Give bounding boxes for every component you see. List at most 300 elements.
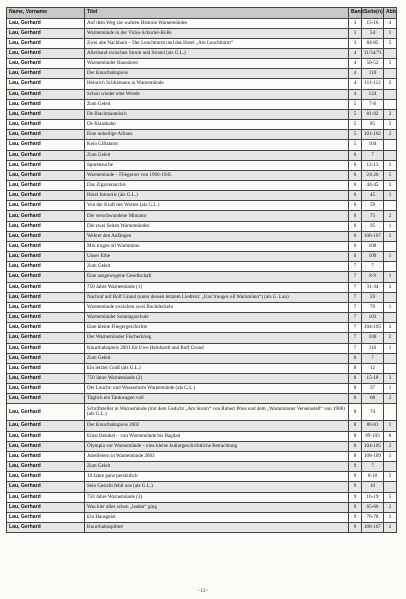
author-cell: Lau, Gerhard bbox=[7, 241, 85, 251]
figures-cell: 3 bbox=[384, 181, 397, 191]
author-cell: Lau, Gerhard bbox=[7, 69, 85, 79]
title-cell: Eine ausgewogene Gesellschaft bbox=[85, 272, 349, 282]
figures-cell: 5 bbox=[384, 492, 397, 502]
author-cell: Lau, Gerhard bbox=[7, 523, 85, 533]
volume-cell: 6 bbox=[349, 160, 362, 170]
table-row bbox=[7, 502, 397, 512]
table-row bbox=[7, 120, 397, 130]
title-cell: 750 Jahre Warnemünde (2) bbox=[85, 373, 349, 383]
pages-cell: 108-109 bbox=[362, 451, 384, 461]
pages-cell: 103 bbox=[362, 313, 384, 323]
figures-cell bbox=[384, 140, 397, 150]
table-row bbox=[7, 523, 397, 533]
table-row bbox=[7, 363, 397, 373]
pages-cell: 7 bbox=[362, 262, 384, 272]
pages-cell: 106-107 bbox=[362, 523, 384, 533]
pages-cell: 59 bbox=[362, 201, 384, 211]
table-row bbox=[7, 99, 397, 109]
title-cell: Warnemünde – Fliegerort von 1900-1945 bbox=[85, 170, 349, 180]
volume-cell: 9 bbox=[349, 502, 362, 512]
figures-cell: 1 bbox=[384, 191, 397, 201]
title-cell: Sein Gesicht fehlt uns (als G.L.) bbox=[85, 482, 349, 492]
volume-cell: 3 bbox=[349, 28, 362, 38]
volume-cell: 8 bbox=[349, 363, 362, 373]
pages-cell: 54 bbox=[362, 28, 384, 38]
figures-cell: 2 bbox=[384, 120, 397, 130]
table-row bbox=[7, 404, 397, 421]
author-cell: Lau, Gerhard bbox=[7, 140, 85, 150]
volume-cell: 5 bbox=[349, 120, 362, 130]
pages-cell: 116 bbox=[362, 343, 384, 353]
author-cell: Lau, Gerhard bbox=[7, 38, 85, 48]
pages-cell: 7 bbox=[362, 150, 384, 160]
pages-cell: 75 bbox=[362, 211, 384, 221]
figures-cell bbox=[384, 69, 397, 79]
title-cell: Min truges oll Warnmünn bbox=[85, 241, 349, 251]
pages-cell: 80-81 bbox=[362, 421, 384, 431]
table-row bbox=[7, 441, 397, 451]
author-cell: Lau, Gerhard bbox=[7, 441, 85, 451]
figures-cell: 2 bbox=[384, 333, 397, 343]
volume-cell: 6 bbox=[349, 252, 362, 262]
title-cell: Warnemünder Haustüren bbox=[85, 59, 349, 69]
figures-cell bbox=[384, 150, 397, 160]
author-cell: Lau, Gerhard bbox=[7, 79, 85, 89]
figures-cell bbox=[384, 313, 397, 323]
table-row bbox=[7, 272, 397, 282]
volume-cell: 5 bbox=[349, 99, 362, 109]
title-cell: Wehret den Anfängen bbox=[85, 231, 349, 241]
author-cell: Lau, Gerhard bbox=[7, 181, 85, 191]
figures-cell bbox=[384, 262, 397, 272]
pages-cell: 7-8 bbox=[362, 99, 384, 109]
pages-cell: 106-107 bbox=[362, 231, 384, 241]
title-cell: Warnemünde in der Vicke-Schorler-Rolle bbox=[85, 28, 349, 38]
table-row bbox=[7, 292, 397, 302]
pages-cell: 24-26 bbox=[362, 170, 384, 180]
author-cell: Lau, Gerhard bbox=[7, 272, 85, 282]
title-cell: Das Zigarrenarchiv bbox=[85, 181, 349, 191]
author-cell: Lau, Gerhard bbox=[7, 431, 85, 441]
author-cell: Lau, Gerhard bbox=[7, 18, 85, 28]
author-cell: Lau, Gerhard bbox=[7, 343, 85, 353]
pages-cell: 124 bbox=[362, 89, 384, 99]
pages-cell: 104-105 bbox=[362, 323, 384, 333]
author-cell: Lau, Gerhard bbox=[7, 252, 85, 262]
figures-cell: 2 bbox=[384, 79, 397, 89]
author-cell: Lau, Gerhard bbox=[7, 502, 85, 512]
table-header-row bbox=[7, 8, 397, 19]
title-cell: Warnemünde zwischen zwei Buchdeckeln bbox=[85, 302, 349, 312]
table-row bbox=[7, 69, 397, 79]
author-cell: Lau, Gerhard bbox=[7, 394, 85, 404]
figures-cell: 3 bbox=[384, 282, 397, 292]
volume-cell: 6 bbox=[349, 241, 362, 251]
title-cell: Der Leucht- und Wasserturm Warnemünde (als G.L.) bbox=[85, 384, 349, 394]
volume-cell: 6 bbox=[349, 221, 362, 231]
figures-cell: 8 bbox=[384, 431, 397, 441]
volume-cell: 7 bbox=[349, 262, 362, 272]
author-cell: Lau, Gerhard bbox=[7, 512, 85, 522]
figures-cell: 5 bbox=[384, 59, 397, 69]
author-cell: Lau, Gerhard bbox=[7, 231, 85, 241]
title-cell: Eine kleine Fliegergeschichte bbox=[85, 323, 349, 333]
volume-cell: 4 bbox=[349, 89, 362, 99]
volume-cell: 8 bbox=[349, 451, 362, 461]
pages-cell: 81-82 bbox=[362, 109, 384, 119]
pages-cell: 8-10 bbox=[362, 472, 384, 482]
table-row bbox=[7, 38, 397, 48]
table-row bbox=[7, 431, 397, 441]
volume-cell: 8 bbox=[349, 384, 362, 394]
figures-cell: 5 bbox=[384, 170, 397, 180]
volume-cell: 9 bbox=[349, 512, 362, 522]
pages-cell: 110 bbox=[362, 69, 384, 79]
pages-cell: 104 bbox=[362, 140, 384, 150]
figures-cell: 2 bbox=[384, 231, 397, 241]
figures-cell: 3 bbox=[384, 512, 397, 522]
figures-cell: 1 bbox=[384, 302, 397, 312]
pages-cell: 85 bbox=[362, 120, 384, 130]
author-cell: Lau, Gerhard bbox=[7, 373, 85, 383]
title-cell: Schriftsteller in Warnemünde (mit dem Gedicht „Am Strom“ von Robert Pries und dem „Warnmünner Verseinstell“ von 1906) (als G.L.) bbox=[85, 404, 349, 421]
volume-cell: 7 bbox=[349, 333, 362, 343]
figures-cell bbox=[384, 482, 397, 492]
figures-cell: 4 bbox=[384, 18, 397, 28]
title-cell: Die verschwundene Miniatur bbox=[85, 211, 349, 221]
title-cell: Schon wieder eine Wende bbox=[85, 89, 349, 99]
table-row bbox=[7, 59, 397, 69]
table-row bbox=[7, 221, 397, 231]
figures-cell bbox=[384, 48, 397, 58]
figures-cell bbox=[384, 201, 397, 211]
title-cell: Zum Geleit bbox=[85, 462, 349, 472]
bibliography-table bbox=[6, 7, 397, 533]
table-row bbox=[7, 394, 397, 404]
title-cell: Der Warnemünder Fischerkrieg bbox=[85, 333, 349, 343]
pages-cell: 106 bbox=[362, 333, 384, 343]
table-row bbox=[7, 201, 397, 211]
table-row bbox=[7, 472, 397, 482]
pages-cell: 12 bbox=[362, 363, 384, 373]
table-row bbox=[7, 48, 397, 58]
title-cell: 10 Jahre ganz persönlich bbox=[85, 472, 349, 482]
volume-cell: 8 bbox=[349, 441, 362, 451]
table-row bbox=[7, 150, 397, 160]
table-row bbox=[7, 482, 397, 492]
author-cell: Lau, Gerhard bbox=[7, 333, 85, 343]
column-header-band: Band bbox=[349, 8, 362, 19]
author-cell: Lau, Gerhard bbox=[7, 282, 85, 292]
title-cell: Was hier alles schon „baden“ ging bbox=[85, 502, 349, 512]
pages-cell: 45 bbox=[362, 191, 384, 201]
figures-cell: 2 bbox=[384, 130, 397, 140]
table-row bbox=[7, 262, 397, 272]
volume-cell: 8 bbox=[349, 353, 362, 363]
author-cell: Lau, Gerhard bbox=[7, 221, 85, 231]
author-cell: Lau, Gerhard bbox=[7, 99, 85, 109]
title-cell: 750 Jahre Warnemünde (3) bbox=[85, 492, 349, 502]
volume-cell: 8 bbox=[349, 394, 362, 404]
title-cell: Heinrich Schliemann in Warnemünde bbox=[85, 79, 349, 89]
figures-cell: 3 bbox=[384, 373, 397, 383]
title-cell: Auf dem Weg zur wahren Historie Warnemündes bbox=[85, 18, 349, 28]
author-cell: Lau, Gerhard bbox=[7, 48, 85, 58]
figures-cell bbox=[384, 99, 397, 109]
pages-cell: 8-9 bbox=[362, 272, 384, 282]
figures-cell: 2 bbox=[384, 394, 397, 404]
volume-cell: 6 bbox=[349, 231, 362, 241]
title-cell: Zum Geleit bbox=[85, 150, 349, 160]
figures-cell: 2 bbox=[384, 523, 397, 533]
author-cell: Lau, Gerhard bbox=[7, 292, 85, 302]
volume-cell: 9 bbox=[349, 492, 362, 502]
volume-cell: 5 bbox=[349, 109, 362, 119]
pages-cell: 12-13 bbox=[362, 160, 384, 170]
figures-cell: 1 bbox=[384, 272, 397, 282]
figures-cell: 2 bbox=[384, 441, 397, 451]
table-row bbox=[7, 130, 397, 140]
volume-cell: 5 bbox=[349, 140, 362, 150]
pages-cell: 74 bbox=[362, 404, 384, 421]
volume-cell: 9 bbox=[349, 523, 362, 533]
author-cell: Lau, Gerhard bbox=[7, 363, 85, 373]
title-cell: Täglich ein Tankwagen voll bbox=[85, 394, 349, 404]
pages-cell: 99-103 bbox=[362, 431, 384, 441]
figures-cell bbox=[384, 462, 397, 472]
pages-cell: 37 bbox=[362, 384, 384, 394]
table-row bbox=[7, 79, 397, 89]
author-cell: Lau, Gerhard bbox=[7, 28, 85, 38]
title-cell: Ein Hausgeist bbox=[85, 512, 349, 522]
figures-cell: 3 bbox=[384, 160, 397, 170]
volume-cell: 8 bbox=[349, 431, 362, 441]
volume-cell: 8 bbox=[349, 373, 362, 383]
author-cell: Lau, Gerhard bbox=[7, 302, 85, 312]
author-cell: Lau, Gerhard bbox=[7, 313, 85, 323]
pages-cell: 108 bbox=[362, 241, 384, 251]
table-row bbox=[7, 160, 397, 170]
figures-cell: 1 bbox=[384, 343, 397, 353]
table-row bbox=[7, 140, 397, 150]
figures-cell bbox=[384, 241, 397, 251]
figures-cell: 3 bbox=[384, 323, 397, 333]
page-number: - 13 - bbox=[197, 589, 209, 594]
author-cell: Lau, Gerhard bbox=[7, 89, 85, 99]
author-cell: Lau, Gerhard bbox=[7, 492, 85, 502]
title-cell: Kein Giftalarm bbox=[85, 140, 349, 150]
author-cell: Lau, Gerhard bbox=[7, 160, 85, 170]
table-row bbox=[7, 282, 397, 292]
volume-cell: 6 bbox=[349, 201, 362, 211]
figures-cell: 1 bbox=[384, 384, 397, 394]
table-row bbox=[7, 313, 397, 323]
volume-cell: 6 bbox=[349, 191, 362, 201]
author-cell: Lau, Gerhard bbox=[7, 384, 85, 394]
author-cell: Lau, Gerhard bbox=[7, 472, 85, 482]
table-row bbox=[7, 353, 397, 363]
title-cell: Unser Erbe bbox=[85, 252, 349, 262]
table-row bbox=[7, 323, 397, 333]
volume-cell: 7 bbox=[349, 272, 362, 282]
author-cell: Lau, Gerhard bbox=[7, 120, 85, 130]
figures-cell: 1 bbox=[384, 221, 397, 231]
volume-cell: 4 bbox=[349, 48, 362, 58]
title-cell: Die zwei Seiten Warnemündes bbox=[85, 221, 349, 231]
title-cell: Zum Geleit bbox=[85, 353, 349, 363]
title-cell: Eine unheilige Allianz bbox=[85, 130, 349, 140]
title-cell: Knurrhahnpreis 2001 für Uwe Heinhardt und Rolf Grund bbox=[85, 343, 349, 353]
pages-cell: 11/54/71 bbox=[362, 48, 384, 58]
pages-cell: 95 bbox=[362, 221, 384, 231]
table-row bbox=[7, 109, 397, 119]
figures-cell: 2 bbox=[384, 109, 397, 119]
figures-cell: 2 bbox=[384, 472, 397, 482]
volume-cell: 4 bbox=[349, 69, 362, 79]
volume-cell: 7 bbox=[349, 292, 362, 302]
author-cell: Lau, Gerhard bbox=[7, 109, 85, 119]
figures-cell: 1 bbox=[384, 451, 397, 461]
volume-cell: 4 bbox=[349, 59, 362, 69]
author-cell: Lau, Gerhard bbox=[7, 150, 85, 160]
volume-cell: 4 bbox=[349, 79, 362, 89]
pages-cell: 10 bbox=[362, 482, 384, 492]
table-row bbox=[7, 451, 397, 461]
volume-cell: 7 bbox=[349, 302, 362, 312]
title-cell: 750 Jahre Warnemünde (1) bbox=[85, 282, 349, 292]
title-cell: De Blachmantelsch bbox=[85, 109, 349, 119]
title-cell: Warnemünder Sonntagsschule bbox=[85, 313, 349, 323]
table-row bbox=[7, 89, 397, 99]
title-cell: Zwei alte Nachbarn – Der Leuchtturm und das Hotel „Am Leuchtturm“ bbox=[85, 38, 349, 48]
table-row bbox=[7, 462, 397, 472]
table-row bbox=[7, 231, 397, 241]
title-cell: Hotel Intourist (als G.L.) bbox=[85, 191, 349, 201]
author-cell: Lau, Gerhard bbox=[7, 59, 85, 69]
pages-cell: 111-112 bbox=[362, 79, 384, 89]
table-row bbox=[7, 384, 397, 394]
volume-cell: 6 bbox=[349, 211, 362, 221]
pages-cell: 68 bbox=[362, 394, 384, 404]
author-cell: Lau, Gerhard bbox=[7, 170, 85, 180]
author-cell: Lau, Gerhard bbox=[7, 421, 85, 431]
table-row bbox=[7, 421, 397, 431]
figures-cell bbox=[384, 353, 397, 363]
figures-cell bbox=[384, 292, 397, 302]
pages-cell: 50-52 bbox=[362, 59, 384, 69]
pages-cell: 31-34 bbox=[362, 282, 384, 292]
table-row bbox=[7, 181, 397, 191]
volume-cell: 5 bbox=[349, 130, 362, 140]
column-header-pages: Seite(n) bbox=[362, 8, 384, 19]
volume-cell: 6 bbox=[349, 170, 362, 180]
table-row bbox=[7, 302, 397, 312]
title-cell: Von der Kraft des Wortes (als G.L.) bbox=[85, 201, 349, 211]
title-cell: Ein letzter Gruß (als G.L.) bbox=[85, 363, 349, 373]
volume-cell: 8 bbox=[349, 421, 362, 431]
pages-cell: 59 bbox=[362, 292, 384, 302]
volume-cell: 9 bbox=[349, 462, 362, 472]
figures-cell: 1 bbox=[384, 28, 397, 38]
volume-cell: 6 bbox=[349, 181, 362, 191]
title-cell: Zum Geleit bbox=[85, 262, 349, 272]
author-cell: Lau, Gerhard bbox=[7, 482, 85, 492]
pages-cell: 101-102 bbox=[362, 130, 384, 140]
title-cell: Knurrhahnsplitter bbox=[85, 523, 349, 533]
volume-cell: 7 bbox=[349, 323, 362, 333]
table-row bbox=[7, 333, 397, 343]
figures-cell: 1 bbox=[384, 421, 397, 431]
table-row bbox=[7, 241, 397, 251]
pages-cell: 109 bbox=[362, 252, 384, 262]
figures-cell bbox=[384, 404, 397, 421]
title-cell: De Klaasbahn bbox=[85, 120, 349, 130]
author-cell: Lau, Gerhard bbox=[7, 404, 85, 421]
figures-cell: 2 bbox=[384, 502, 397, 512]
author-cell: Lau, Gerhard bbox=[7, 262, 85, 272]
table-row bbox=[7, 170, 397, 180]
figures-cell: 5 bbox=[384, 38, 397, 48]
table-row bbox=[7, 343, 397, 353]
pages-cell: 79 bbox=[362, 302, 384, 312]
volume-cell: 6 bbox=[349, 150, 362, 160]
volume-cell: 3 bbox=[349, 38, 362, 48]
figures-cell: 2 bbox=[384, 211, 397, 221]
title-cell: Der Knurrhahnpreis 2002 bbox=[85, 421, 349, 431]
pages-cell: 44-45 bbox=[362, 181, 384, 191]
title-cell: Ernst Heinkel – von Warnemünde bis Bagdad bbox=[85, 431, 349, 441]
table-row bbox=[7, 492, 397, 502]
pages-cell: 76-78 bbox=[362, 512, 384, 522]
author-cell: Lau, Gerhard bbox=[7, 462, 85, 472]
title-cell: Nachruf auf Rolf Grund (unter dessen letztem Liedtext: „Uns’truuges oll Warnmünn“) (als G. Lau) bbox=[85, 292, 349, 302]
table-row bbox=[7, 211, 397, 221]
author-cell: Lau, Gerhard bbox=[7, 323, 85, 333]
volume-cell: 7 bbox=[349, 313, 362, 323]
pages-cell: 7 bbox=[362, 462, 384, 472]
pages-cell: 65-66 bbox=[362, 502, 384, 512]
author-cell: Lau, Gerhard bbox=[7, 211, 85, 221]
pages-cell: 15-18 bbox=[362, 373, 384, 383]
pages-cell: 84-85 bbox=[362, 38, 384, 48]
pages-cell: 15-16 bbox=[362, 18, 384, 28]
table-row bbox=[7, 191, 397, 201]
column-header-title: Titel bbox=[85, 8, 349, 19]
table-row bbox=[7, 18, 397, 28]
table-row bbox=[7, 28, 397, 38]
author-cell: Lau, Gerhard bbox=[7, 201, 85, 211]
pages-cell: 104-105 bbox=[362, 441, 384, 451]
table-row bbox=[7, 252, 397, 262]
column-header-figures: Abb. bbox=[384, 8, 397, 19]
figures-cell bbox=[384, 363, 397, 373]
author-cell: Lau, Gerhard bbox=[7, 191, 85, 201]
table-body bbox=[7, 18, 397, 533]
column-header-name: Name, Vorname bbox=[7, 8, 85, 19]
title-cell: Allerhand zwischen Strom und Strand (als G.L.) bbox=[85, 48, 349, 58]
title-cell: Spurensuche bbox=[85, 160, 349, 170]
volume-cell: 3 bbox=[349, 18, 362, 28]
volume-cell: 8 bbox=[349, 404, 362, 421]
author-cell: Lau, Gerhard bbox=[7, 353, 85, 363]
volume-cell: 7 bbox=[349, 282, 362, 292]
title-cell: Zum Geleit bbox=[85, 99, 349, 109]
author-cell: Lau, Gerhard bbox=[7, 130, 85, 140]
title-cell: Jubelfeiern in Warnemünde 2003 bbox=[85, 451, 349, 461]
table-row bbox=[7, 512, 397, 522]
figures-cell bbox=[384, 89, 397, 99]
volume-cell: 7 bbox=[349, 343, 362, 353]
